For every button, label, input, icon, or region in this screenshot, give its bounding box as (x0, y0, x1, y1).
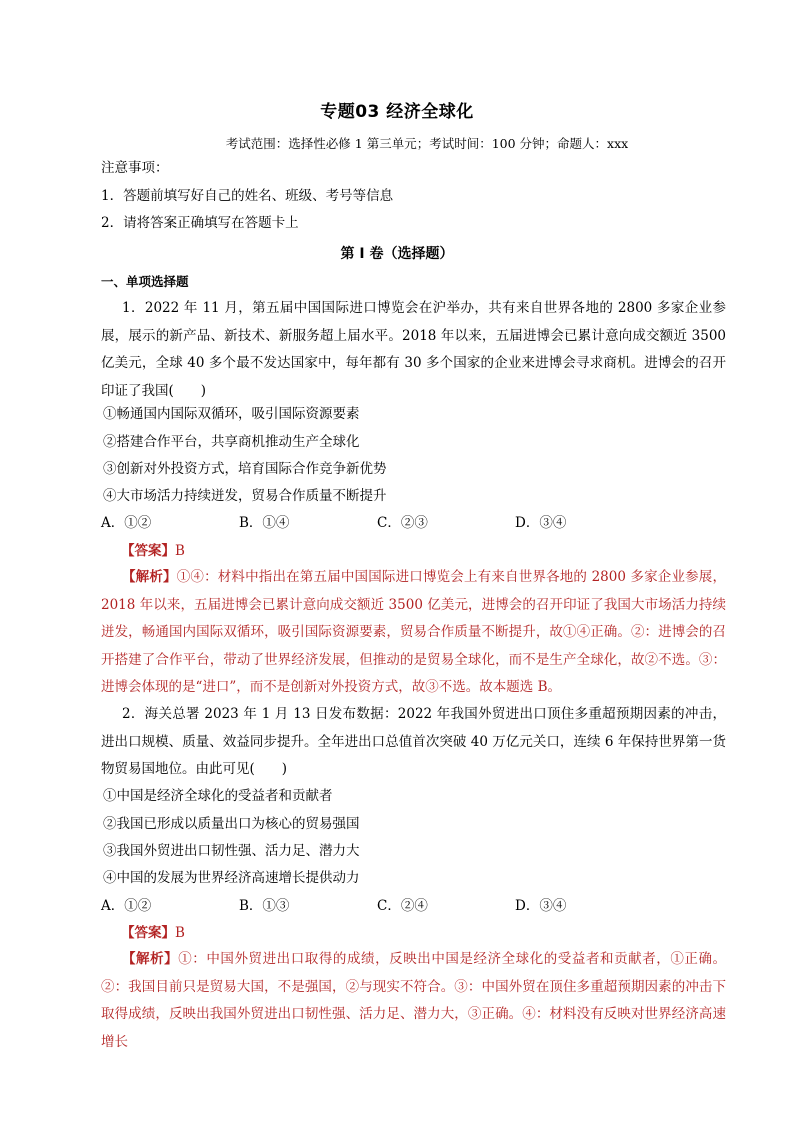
choice-d: D．③④ (515, 898, 567, 914)
volume-title: 第 I 卷（选择题） (340, 246, 454, 262)
question-1-answer (121, 541, 185, 561)
doc-title: 专题03 经济全球化 (320, 102, 474, 122)
question-1-option: ②搭建合作平台，共享商机推动生产全球化 (103, 434, 360, 450)
question-1-choices (101, 513, 661, 533)
question-1-option: ③创新对外投资方式，培育国际合作竞争新优势 (103, 461, 387, 477)
question-2-analysis (101, 946, 726, 1056)
part-title: 一、单项选择题 (101, 274, 189, 289)
question-2-option: ③我国外贸进出口韧性强、活力足、潜力大 (103, 843, 360, 859)
analysis-text: ①④：材料中指出在第五届中国国际进口博览会上有来自世界各地的 2800 多家企业参展，2018 年以来，五届进博会已累计意向成交额近 3500 亿美元，进博会的召开印证了我国大市场活力持续迸发，畅通国内国际双循环，吸引国际资源要素，贸易合作质量不断提升，故①④正确。②：进博会的召开搭建了合作平台，带动了世界经济发展，但推动的是贸易全球化，而不是生产全球化，故②不选。③：进博会体现的是“进口”，而不是创新对外投资方式，故③不选。故本题选 B。 (101, 569, 726, 695)
question-1-analysis (101, 564, 726, 702)
notice-item: 2．请将答案正确填写在答题卡上 (101, 215, 299, 231)
question-2-stem: 2．海关总署 2023 年 1 月 13 日发布数据：2022 年我国外贸进出口顶住多重超预期因素的冲击，进出口规模、质量、效益同步提升。全年进出口总值首次突破 40 万亿元关口，连续 6 年保持世界第一货物贸易国地位。由此可见( ) (101, 706, 726, 777)
notice-heading: 注意事项： (101, 160, 169, 176)
choice-c: C．②④ (377, 898, 428, 914)
answer-value: B (175, 543, 185, 559)
choice-a: A．①② (101, 515, 152, 531)
choice-b: B．①④ (239, 515, 290, 531)
question-2-choices (101, 896, 661, 916)
choice-b: B．①③ (239, 898, 290, 914)
analysis-text: ①：中国外贸进出口取得的成绩，反映出中国是经济全球化的受益者和贡献者，①正确。②：我国目前只是贸易大国，不是强国，②与现实不符合。③：中国外贸在顶住多重超预期因素的冲击下取得成绩，反映出我国外贸进出口韧性强、活力足、潜力大，③正确。④：材料没有反映对世界经济高速增长 (101, 951, 727, 1050)
exam-info: 考试范围：选择性必修 1 第三单元；考试时间：100 分钟；命题人：xxx (225, 136, 629, 151)
question-2-answer (121, 923, 185, 943)
choice-c: C．②③ (377, 515, 428, 531)
question-2-option: ①中国是经济全球化的受益者和贡献者 (103, 788, 333, 804)
answer-label: 【答案】 (121, 543, 175, 559)
analysis-label: 【解析】 (122, 951, 179, 967)
question-2-option: ④中国的发展为世界经济高速增长提供动力 (103, 870, 360, 886)
question-1-stem: 1．2022 年 11 月，第五届中国国际进口博览会在沪举办，共有来自世界各地的 2800 多家企业参展，展示的新产品、新技术、新服务超上届水平。2018 年以来，五届进博会已累计意向成交额近 3500 亿美元，全球 40 多个最不发达国家中，每年都有 30 多个国家的企业来进博会寻求商机。进博会的召开印证了我国( ) (101, 300, 726, 399)
question-1-option: ④大市场活力持续迸发，贸易合作质量不断提升 (103, 488, 387, 504)
answer-label: 【答案】 (121, 925, 175, 941)
question-1-option: ①畅通国内国际双循环，吸引国际资源要素 (103, 406, 360, 422)
analysis-label: 【解析】 (122, 569, 177, 585)
choice-d: D．③④ (515, 515, 567, 531)
answer-value: B (175, 925, 185, 941)
notice-item: 1．答题前填写好自己的姓名、班级、考号等信息 (101, 188, 394, 204)
question-2-option: ②我国已形成以质量出口为核心的贸易强国 (103, 816, 360, 832)
choice-a: A．①② (101, 898, 152, 914)
